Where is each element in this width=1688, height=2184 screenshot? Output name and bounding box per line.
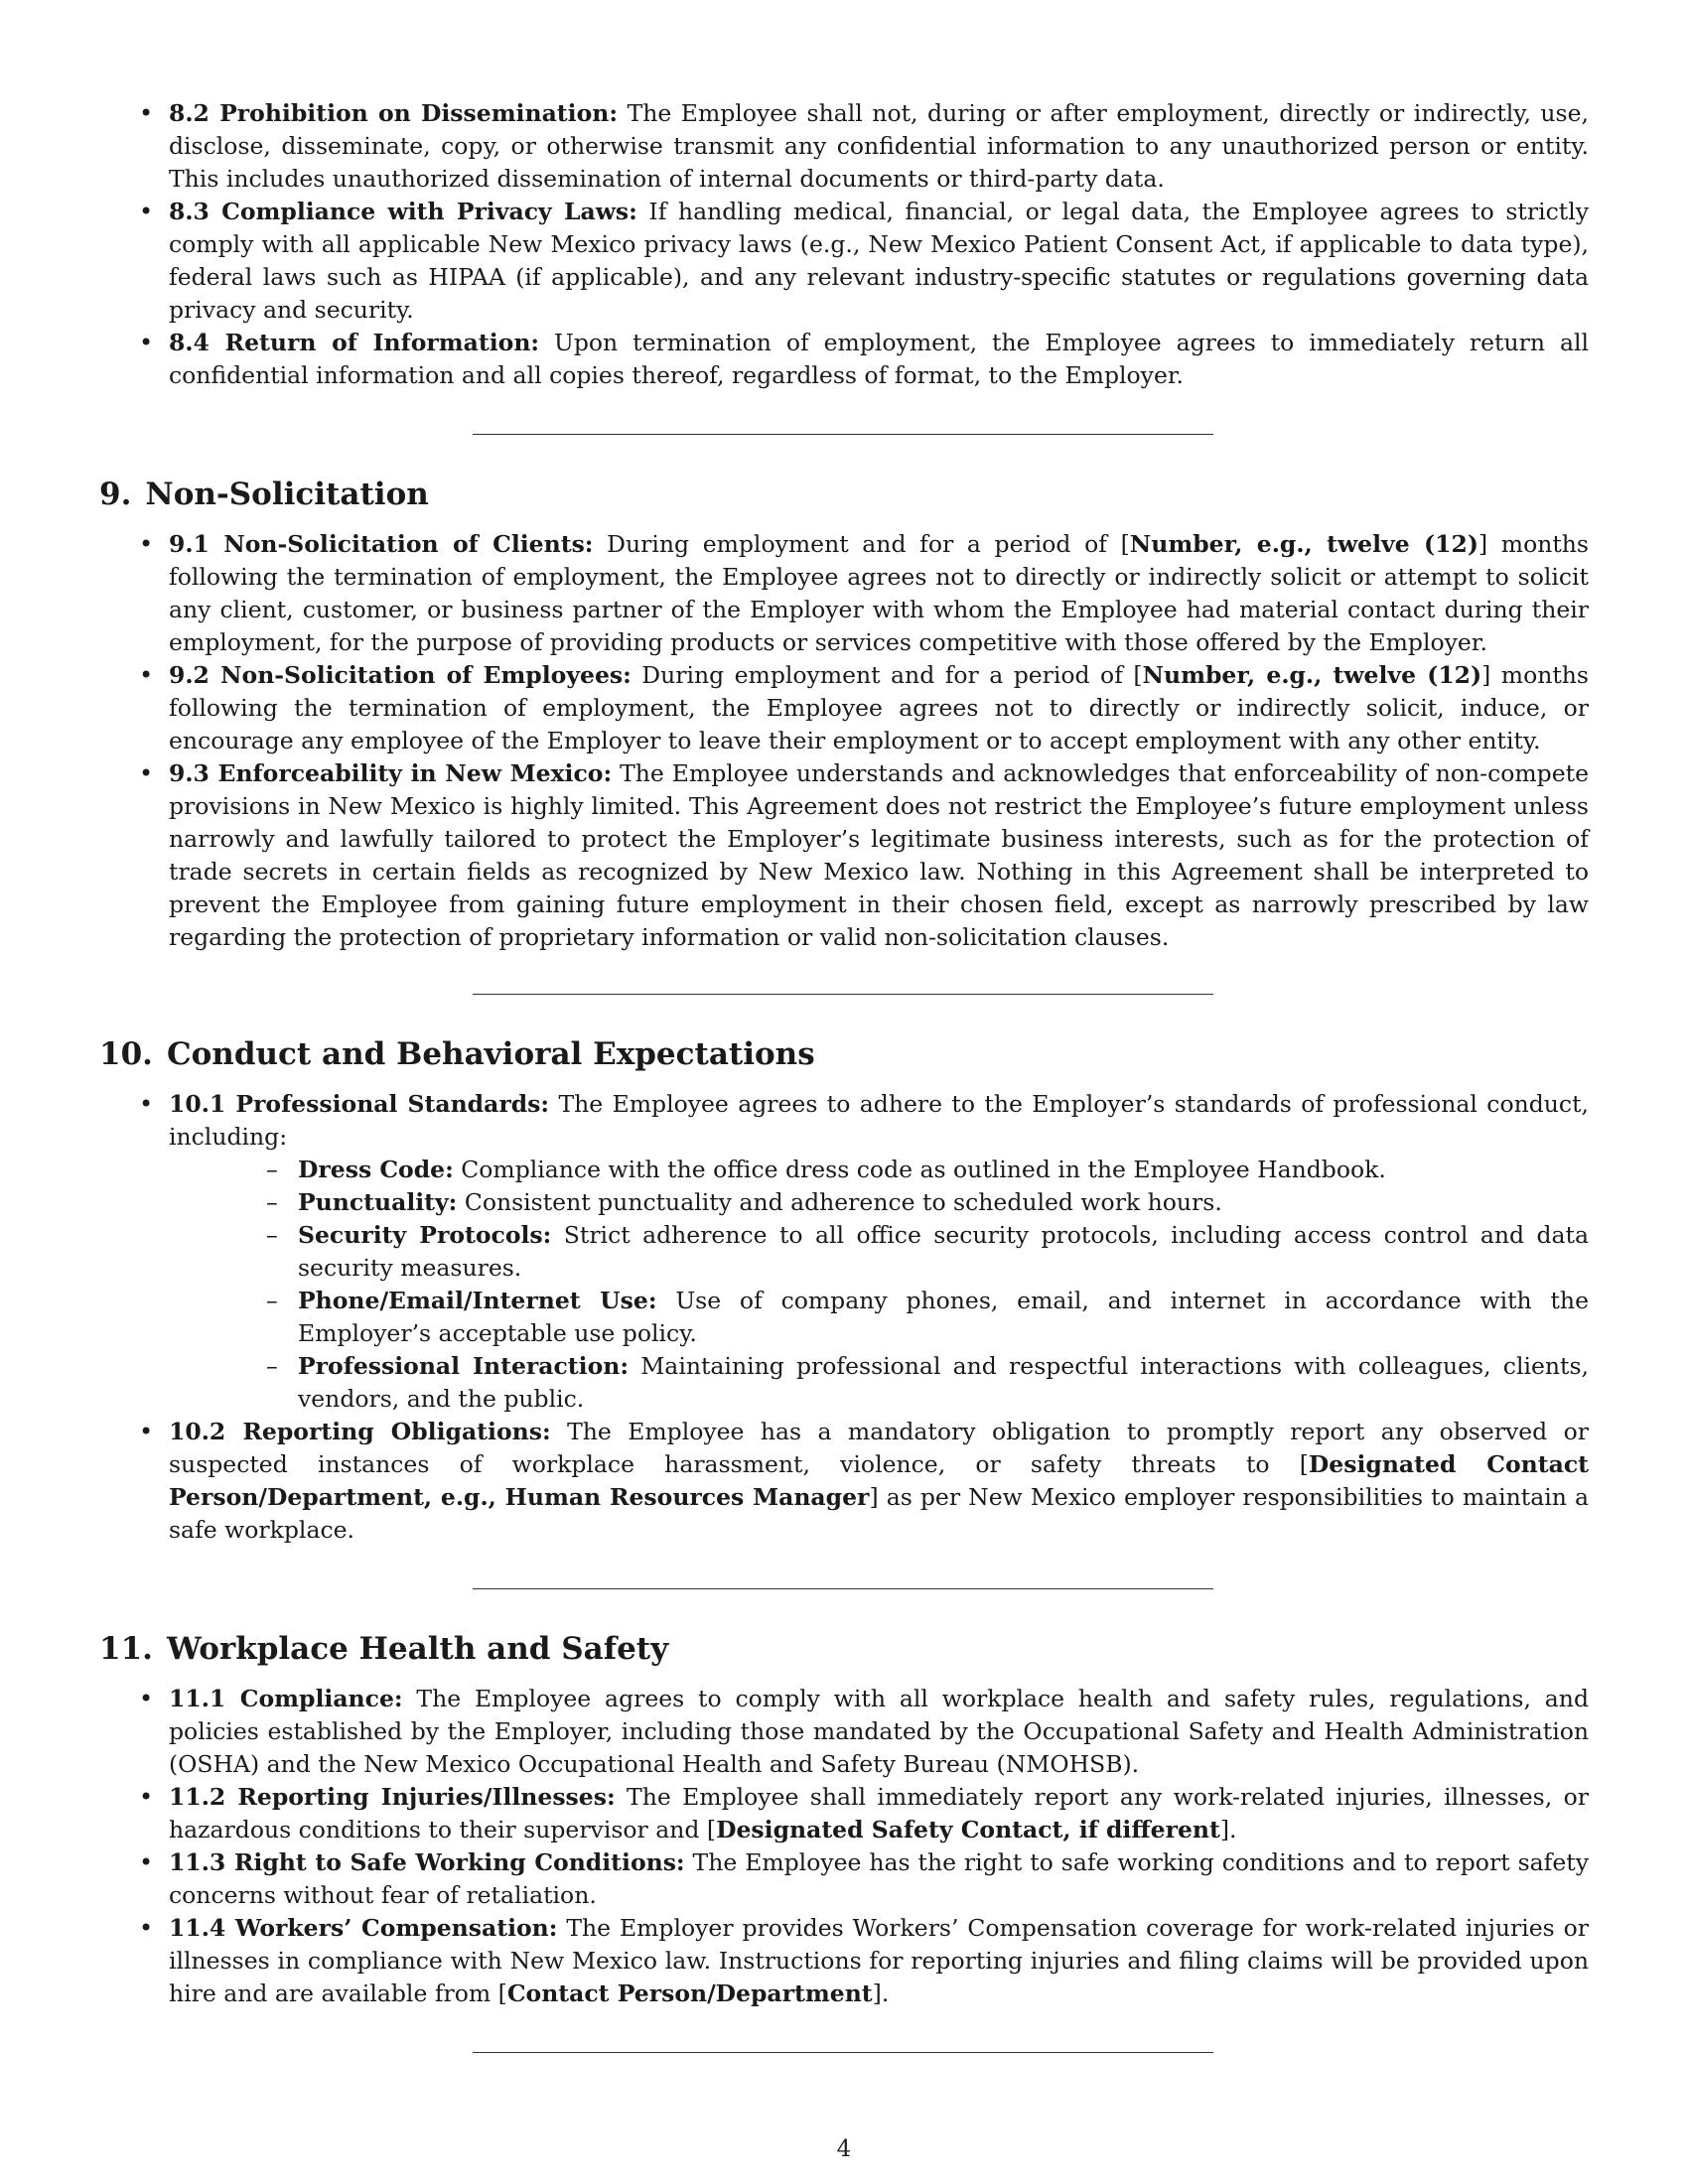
sub-list-item: – Punctuality: Consistent punctuality and adherence to scheduled work hours.	[169, 1186, 1589, 1219]
list-item: • 11.1 Compliance: The Employee agrees to comply with all workplace health and safety rules, regulations, and policies established by the Employer, including those mandated by the Occupational Safety and Health Administration (OSHA) and the New Mexico Occupational Health and Safety Bureau (NMOHSB).	[99, 1683, 1589, 1781]
list-item: • 9.3 Enforceability in New Mexico: The Employee understands and acknowledges that enforceability of non-compete provisions in New Mexico is highly limited. This Agreement does not restrict the Employee’s future employment unless narrowly and lawfully tailored to protect the Employer’s legitimate business interests, such as for the protection of trade secrets in certain fields as recognized by New Mexico law. Nothing in this Agreement shall be interpreted to prevent the Employee from gaining future employment in their chosen field, except as narrowly prescribed by law regarding the protection of proprietary information or valid non-solicitation clauses.	[99, 757, 1589, 954]
sub-list-item: – Phone/Email/Internet Use: Use of company phones, email, and internet in accordance with the Employer’s acceptable use policy.	[169, 1285, 1589, 1350]
list-item: • 9.1 Non-Solicitation of Clients: During employment and for a period of [Number, e.g., twelve (12)] months following the termination of employment, the Employee agrees not to directly or indirectly solicit or attempt to solicit any client, customer, or business partner of the Employer with whom the Employee had material contact during their employment, for the purpose of providing products or services competitive with those offered by the Employer.	[99, 528, 1589, 659]
section-heading: 9. Non-Solicitation	[99, 477, 429, 512]
list-item: • 11.3 Right to Safe Working Conditions: The Employee has the right to safe working conditions and to report safety concerns without fear of retaliation.	[99, 1846, 1589, 1912]
list-item: • 10.2 Reporting Obligations: The Employee has a mandatory obligation to promptly report any observed or suspected instances of workplace harassment, violence, or safety threats to [Designated Contact Person/Department, e.g., Human Resources Manager] as per New Mexico employer responsibilities to maintain a safe workplace.	[99, 1416, 1589, 1547]
section-divider	[473, 2052, 1213, 2053]
section-10-list	[99, 1088, 1589, 1547]
list-item: • 8.4 Return of Information: Upon termination of employment, the Employee agrees to immediately return all confidential information and all copies thereof, regardless of format, to the Employer.	[99, 327, 1589, 392]
page-number: 4	[836, 2136, 852, 2162]
sub-list-item: – Dress Code: Compliance with the office dress code as outlined in the Employee Handbook.	[169, 1154, 1589, 1186]
list-item: • 8.3 Compliance with Privacy Laws: If handling medical, financial, or legal data, the Employee agrees to strictly comply with all applicable New Mexico privacy laws (e.g., New Mexico Patient Consent Act, if applicable to data type), federal laws such as HIPAA (if applicable), and any relevant industry-specific statutes or regulations governing data privacy and security.	[99, 196, 1589, 327]
section-8-list	[99, 97, 1589, 392]
sub-list-item: – Professional Interaction: Maintaining professional and respectful interactions with colleagues, clients, vendors, and the public.	[169, 1350, 1589, 1416]
page-content	[99, 97, 1589, 2053]
list-item: • 10.1 Professional Standards: The Employee agrees to adhere to the Employer’s standards of professional conduct, including: – Dress Code: Compliance with the office dress code as outlined in the Employee Handbook. – Punctuality: Consistent punctuality and adherence to scheduled work hours. – Security Protocols: Strict adherence to all office security protocols, including access control and data security measures. – Phone/Email/Internet Use: Use of company phones, email, and internet in accordance with the Employer’s acceptable use policy. – Professional Interaction: Maintaining professional and respectful interactions with colleagues, clients, vendors, and the public.	[99, 1088, 1589, 1416]
section-11-list	[99, 1683, 1589, 2010]
section-heading: 10. Conduct and Behavioral Expectations	[99, 1036, 815, 1072]
list-item: • 9.2 Non-Solicitation of Employees: During employment and for a period of [Number, e.g., twelve (12)] months following the termination of employment, the Employee agrees not to directly or indirectly solicit, induce, or encourage any employee of the Employer to leave their employment or to accept employment with any other entity.	[99, 659, 1589, 757]
section-9-list	[99, 528, 1589, 954]
list-item: • 11.4 Workers’ Compensation: The Employer provides Workers’ Compensation coverage for work-related injuries or illnesses in compliance with New Mexico law. Instructions for reporting injuries and filing claims will be provided upon hire and are available from [Contact Person/Department].	[99, 1912, 1589, 2010]
sub-list	[169, 1154, 1589, 1416]
list-item: • 8.2 Prohibition on Dissemination: The Employee shall not, during or after employment, directly or indirectly, use, disclose, disseminate, copy, or otherwise transmit any confidential information to any unauthorized person or entity. This includes unauthorized dissemination of internal documents or third-party data.	[99, 97, 1589, 196]
section-divider	[473, 994, 1213, 995]
section-heading: 11. Workplace Health and Safety	[99, 1631, 669, 1667]
section-divider	[473, 1588, 1213, 1589]
list-item: • 11.2 Reporting Injuries/Illnesses: The Employee shall immediately report any work-related injuries, illnesses, or hazardous conditions to their supervisor and [Designated Safety Contact, if different].	[99, 1781, 1589, 1846]
sub-list-item: – Security Protocols: Strict adherence to all office security protocols, including access control and data security measures.	[169, 1219, 1589, 1285]
section-divider	[473, 434, 1213, 435]
